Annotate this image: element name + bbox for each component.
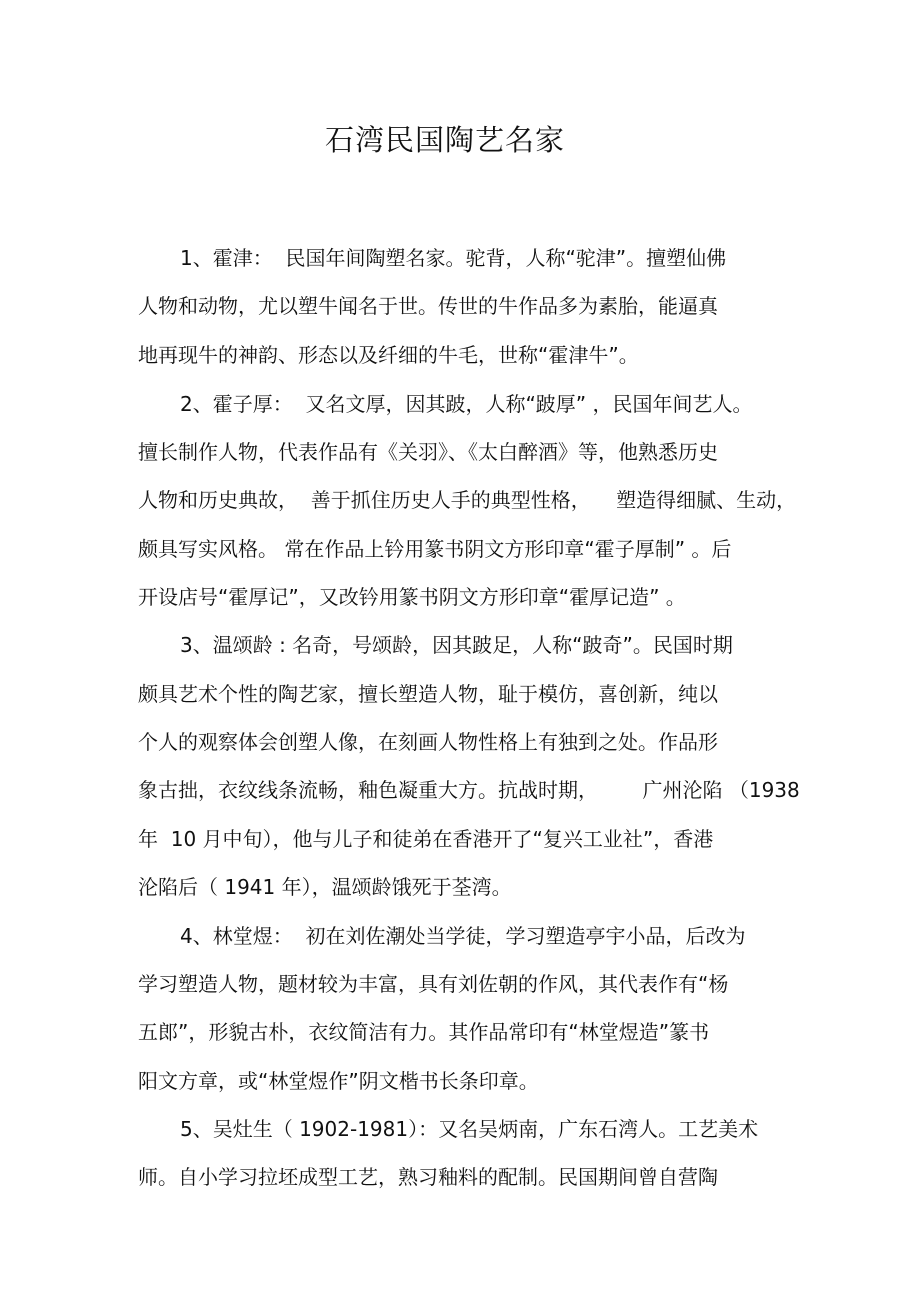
paragraph-1-line-2: 人物和动物，尤以塑牛闻名于世。传世的牛作品多为素胎，能逼真 — [138, 294, 718, 318]
paragraph-3-line-4: 象古拙，衣纹线条流畅，釉色凝重大方。抗战时期， 广州沦陷 （1938 — [138, 778, 800, 802]
document-title: 石湾民国陶艺名家 — [324, 123, 565, 157]
paragraph-4-line-4: 阳文方章，或“林堂煜作”阴文楷书长条印章。 — [138, 1069, 539, 1093]
paragraph-2-line-4: 颇具写实风格。 常在作品上钤用篆书阴文方形印章“霍子厚制” 。后 — [138, 537, 732, 561]
paragraph-2-line-2: 擅长制作人物，代表作品有《关羽》、《太白醉酒》等，他熟悉历史 — [138, 440, 718, 464]
paragraph-2-line-1: 2、霍子厚： 又名文厚，因其跛，人称“跛厚” ，民国年间艺人。 — [180, 392, 753, 416]
paragraph-3-line-1: 3、温颂龄 : 名奇，号颂龄，因其跛足，人称“跛奇”。民国时期 — [180, 633, 733, 657]
paragraph-5-line-1: 5、吴灶生（ 1902-1981）：又名吴炳南，广东石湾人。工艺美术 — [180, 1117, 759, 1141]
paragraph-3-line-5: 年 10 月中旬），他与儿子和徒弟在香港开了“复兴工业社”，香港 — [138, 827, 714, 851]
paragraph-1-line-1: 1、霍津： 民国年间陶塑名家。驼背，人称“驼津”。擅塑仙佛 — [180, 246, 727, 270]
paragraph-2-line-5: 开设店号“霍厚记”，又改钤用篆书阴文方形印章“霍厚记造” 。 — [138, 585, 686, 609]
paragraph-1-line-3: 地再现牛的神韵、形态以及纤细的牛毛，世称“霍津牛”。 — [138, 343, 639, 367]
paragraph-4-line-2: 学习塑造人物，题材较为丰富，具有刘佐朝的作风，其代表作有“杨 — [138, 972, 729, 996]
paragraph-3-line-2: 颇具艺术个性的陶艺家，擅长塑造人物，耻于模仿，喜创新，纯以 — [138, 682, 718, 706]
paragraph-3-line-6: 沦陷后（ 1941 年），温颂龄饿死于荃湾。 — [138, 875, 512, 899]
paragraph-4-line-3: 五郎”，形貌古朴，衣纹简洁有力。其作品常印有“林堂煜造”篆书 — [138, 1020, 710, 1044]
paragraph-5-line-2: 师。自小学习拉坯成型工艺，熟习釉料的配制。民国期间曾自营陶 — [138, 1165, 718, 1189]
paragraph-2-line-3: 人物和历史典故， 善于抓住历史人手的典型性格， 塑造得细腻、生动， — [138, 488, 797, 512]
paragraph-3-line-3: 个人的观察体会创塑人像，在刻画人物性格上有独到之处。作品形 — [138, 730, 718, 754]
paragraph-4-line-1: 4、林堂煜： 初在刘佐潮处当学徒，学习塑造亭宇小品，后改为 — [180, 924, 746, 948]
